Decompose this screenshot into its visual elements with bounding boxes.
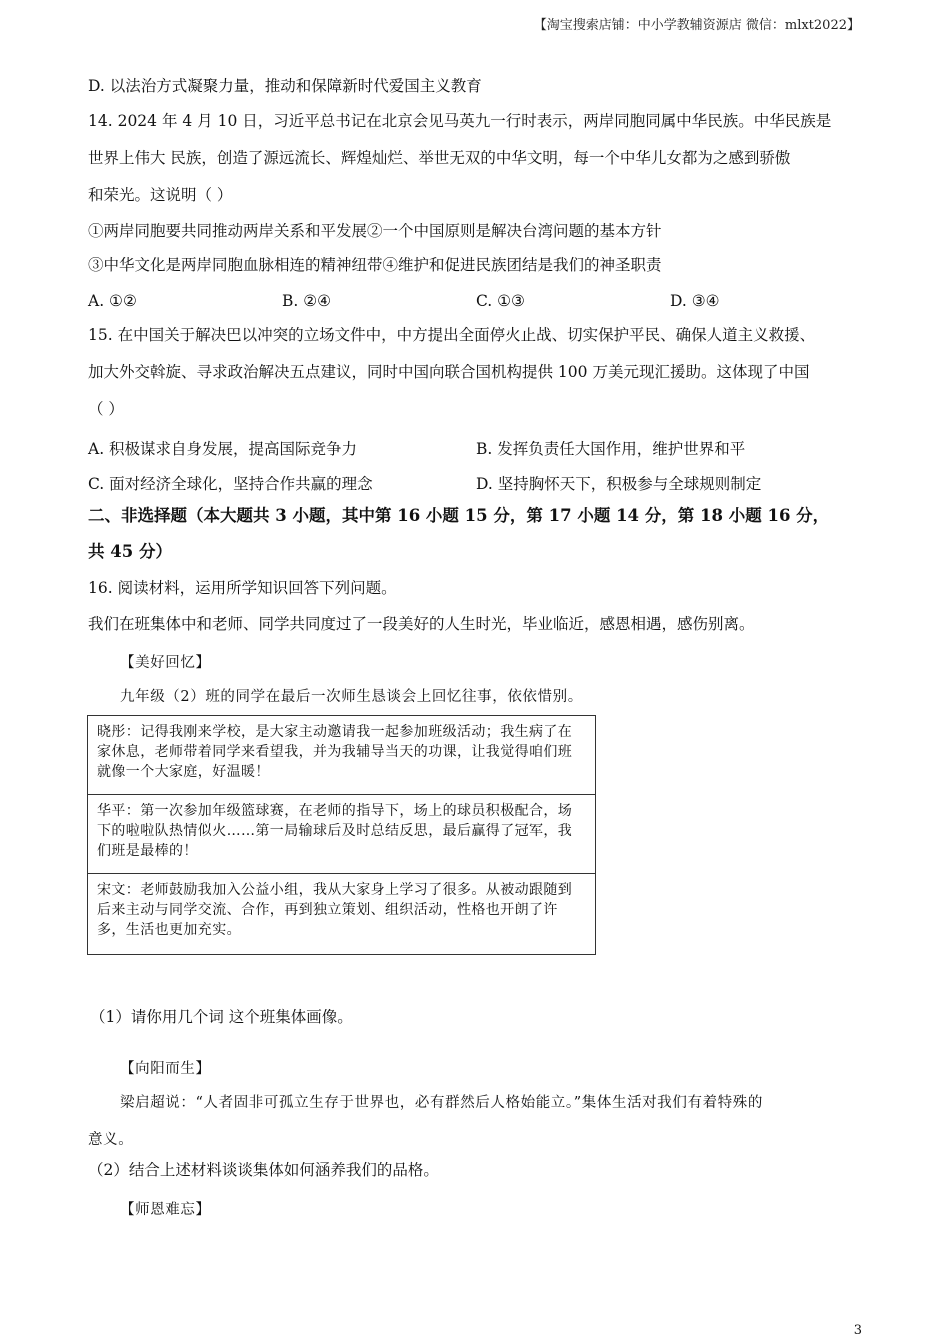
memory-table: [87, 715, 596, 955]
memory-heading: 【美好回忆】: [120, 655, 211, 671]
sun-quote-line2: 意义。: [88, 1132, 134, 1148]
sun-heading: 【向阳而生】: [120, 1061, 211, 1077]
q15-stem-line1: 15. 在中国关于解决巴以冲突的立场文件中，中方提出全面停火止战、切实保护平民、确保人道主义救援、: [88, 326, 816, 344]
q14-option-a[interactable]: A. ①②: [88, 292, 137, 310]
q13-option-d: D. 以法治方式凝聚力量，推动和保障新时代爱国主义教育: [88, 77, 482, 95]
sub-question-2: （2）结合上述材料谈谈集体如何涵养我们的品格。: [88, 1161, 439, 1179]
q15-stem-line3: （ ）: [88, 400, 124, 418]
table-row: [88, 716, 596, 795]
sun-quote-line1: 梁启超说：“人者固非可孤立生存于世界也，必有群然后人格始能立。”集体生活对我们有着特殊的: [120, 1095, 763, 1111]
q14-option-c[interactable]: C. ①③: [476, 292, 525, 310]
memory-xiaotong: 晓彤：记得我刚来学校，是大家主动邀请我一起参加班级活动；我生病了在家休息，老师带着同学来看望我，并为我辅导当天的功课，让我觉得咱们班就像一个大家庭，好温暖！: [88, 716, 596, 795]
memory-intro: 九年级（2）班的同学在最后一次师生恳谈会上回忆往事，依依惜别。: [120, 689, 583, 705]
q15-option-a[interactable]: A. 积极谋求自身发展，提高国际竞争力: [88, 440, 358, 458]
q15-option-c[interactable]: C. 面对经济全球化，坚持合作共赢的理念: [88, 475, 373, 493]
sub-question-1: （1）请你用几个词 这个班集体画像。: [90, 1008, 353, 1026]
q16-title: 16. 阅读材料，运用所学知识回答下列问题。: [88, 579, 397, 597]
section2-heading-line1: 二、非选择题（本大题共 3 小题，其中第 16 小题 15 分，第 17 小题 14 分，第 18 小题 16 分，: [88, 506, 830, 525]
q14-option-b[interactable]: B. ②④: [282, 292, 332, 310]
memory-songwen: 宋文：老师鼓励我加入公益小组，我从大家身上学习了很多。从被动跟随到后来主动与同学交流、合作，再到独立策划、组织活动，性格也开朗了许多，生活也更加充实。: [88, 874, 596, 955]
q14-statement-1-2: ①两岸同胞要共同推动两岸关系和平发展②一个中国原则是解决台湾问题的基本方针: [88, 222, 662, 240]
q14-stem-line1: 14. 2024 年 4 月 10 日，习近平总书记在北京会见马英九一行时表示，两岸同胞同属中华民族。中华民族是: [88, 112, 832, 130]
teacher-heading: 【师恩难忘】: [120, 1202, 211, 1218]
memory-huaping: 华平：第一次参加年级篮球赛，在老师的指导下，场上的球员积极配合，场下的啦啦队热情似火……第一局输球后及时总结反思，最后赢得了冠军，我们班是最棒的！: [88, 795, 596, 874]
table-row: [88, 874, 596, 955]
page-header: 【淘宝搜索店铺：中小学教辅资源店 微信：mlxt2022】: [533, 18, 860, 33]
q15-stem-line2: 加大外交斡旋、寻求政治解决五点建议，同时中国向联合国机构提供 100 万美元现汇援助。这体现了中国: [88, 363, 810, 381]
section2-heading-line2: 共 45 分）: [88, 542, 172, 561]
q14-option-d[interactable]: D. ③④: [670, 292, 720, 310]
page-number: 3: [853, 1323, 862, 1338]
q15-option-d[interactable]: D. 坚持胸怀天下，积极参与全球规则制定: [476, 475, 762, 493]
q16-intro: 我们在班集体中和老师、同学共同度过了一段美好的人生时光，毕业临近，感恩相遇，感伤别离。: [88, 615, 755, 633]
q14-statement-3-4: ③中华文化是两岸同胞血脉相连的精神纽带④维护和促进民族团结是我们的神圣职责: [88, 256, 662, 274]
q14-stem-line3: 和荣光。这说明（ ）: [88, 186, 233, 204]
q15-option-b[interactable]: B. 发挥负责任大国作用，维护世界和平: [476, 440, 746, 458]
table-row: [88, 795, 596, 874]
q14-stem-line2: 世界上伟大 民族，创造了源远流长、辉煌灿烂、举世无双的中华文明，每一个中华儿女都为之感到骄傲: [88, 149, 791, 167]
